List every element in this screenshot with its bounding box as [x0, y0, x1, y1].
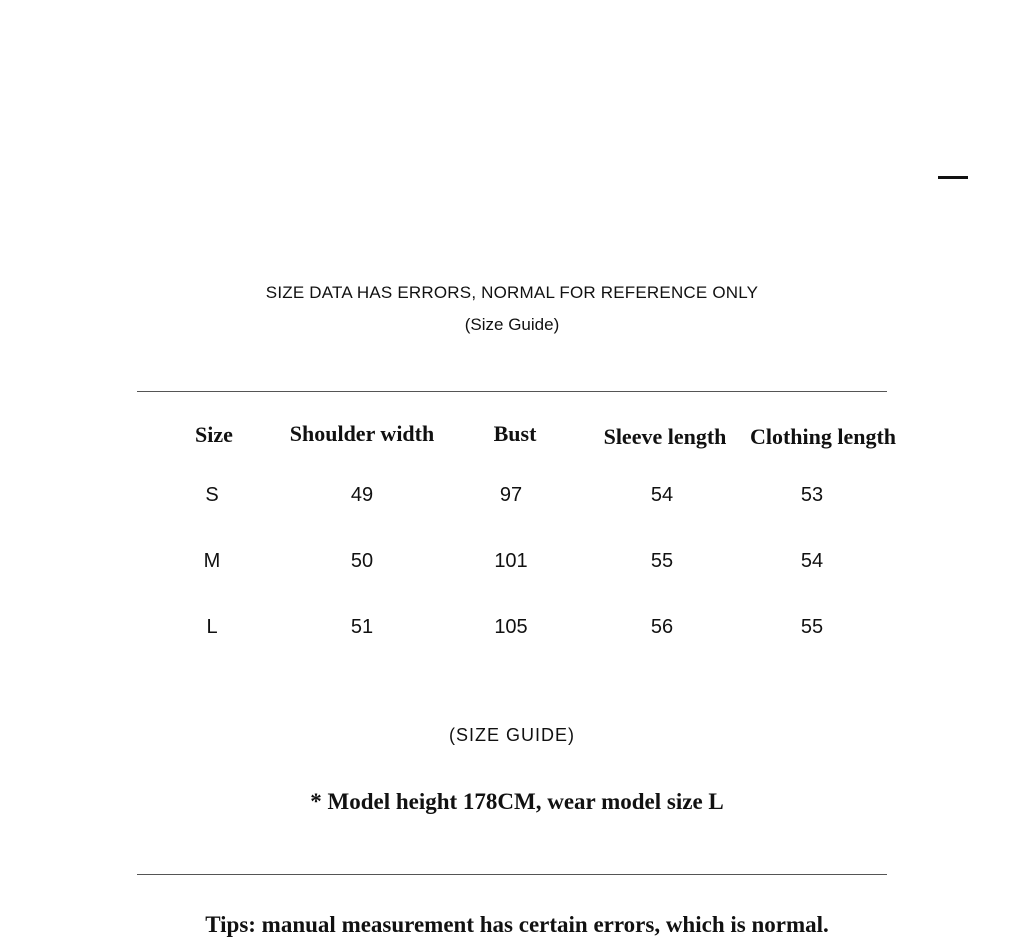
table-row-l-bust: 105	[494, 616, 528, 638]
table-row-l-shoulder: 51	[350, 616, 374, 638]
header-sleeve-length: Sleeve length	[603, 424, 727, 449]
top-divider	[137, 391, 887, 392]
table-row-l-size: L	[206, 616, 218, 638]
table-row-m-shoulder: 50	[350, 550, 374, 572]
header-clothing-length: Clothing length	[749, 424, 897, 449]
table-row-s-clothing: 53	[800, 484, 824, 506]
table-row-s-size: S	[205, 484, 219, 506]
table-row-m-clothing: 54	[800, 550, 824, 572]
minus-icon	[938, 176, 968, 179]
table-row-l-clothing: 55	[800, 616, 824, 638]
header-size: Size	[195, 422, 233, 447]
bottom-divider	[137, 874, 887, 875]
table-row-m-size: M	[203, 550, 221, 572]
table-row-l-sleeve: 56	[650, 616, 674, 638]
size-guide-subtitle: (Size Guide)	[464, 315, 560, 334]
table-row-s-sleeve: 54	[650, 484, 674, 506]
header-bust: Bust	[493, 421, 537, 446]
tips-text: Tips: manual measurement has certain errors, which is normal.	[205, 912, 829, 937]
model-note: * Model height 178CM, wear model size L	[310, 789, 724, 814]
table-row-s-bust: 97	[499, 484, 523, 506]
disclaimer-text: SIZE DATA HAS ERRORS, NORMAL FOR REFERENCE ONLY	[265, 283, 759, 302]
header-shoulder-width: Shoulder width	[289, 421, 435, 446]
table-row-m-sleeve: 55	[650, 550, 674, 572]
size-guide-label: (SIZE GUIDE)	[448, 725, 575, 745]
table-row-s-shoulder: 49	[350, 484, 374, 506]
table-row-m-bust: 101	[494, 550, 528, 572]
